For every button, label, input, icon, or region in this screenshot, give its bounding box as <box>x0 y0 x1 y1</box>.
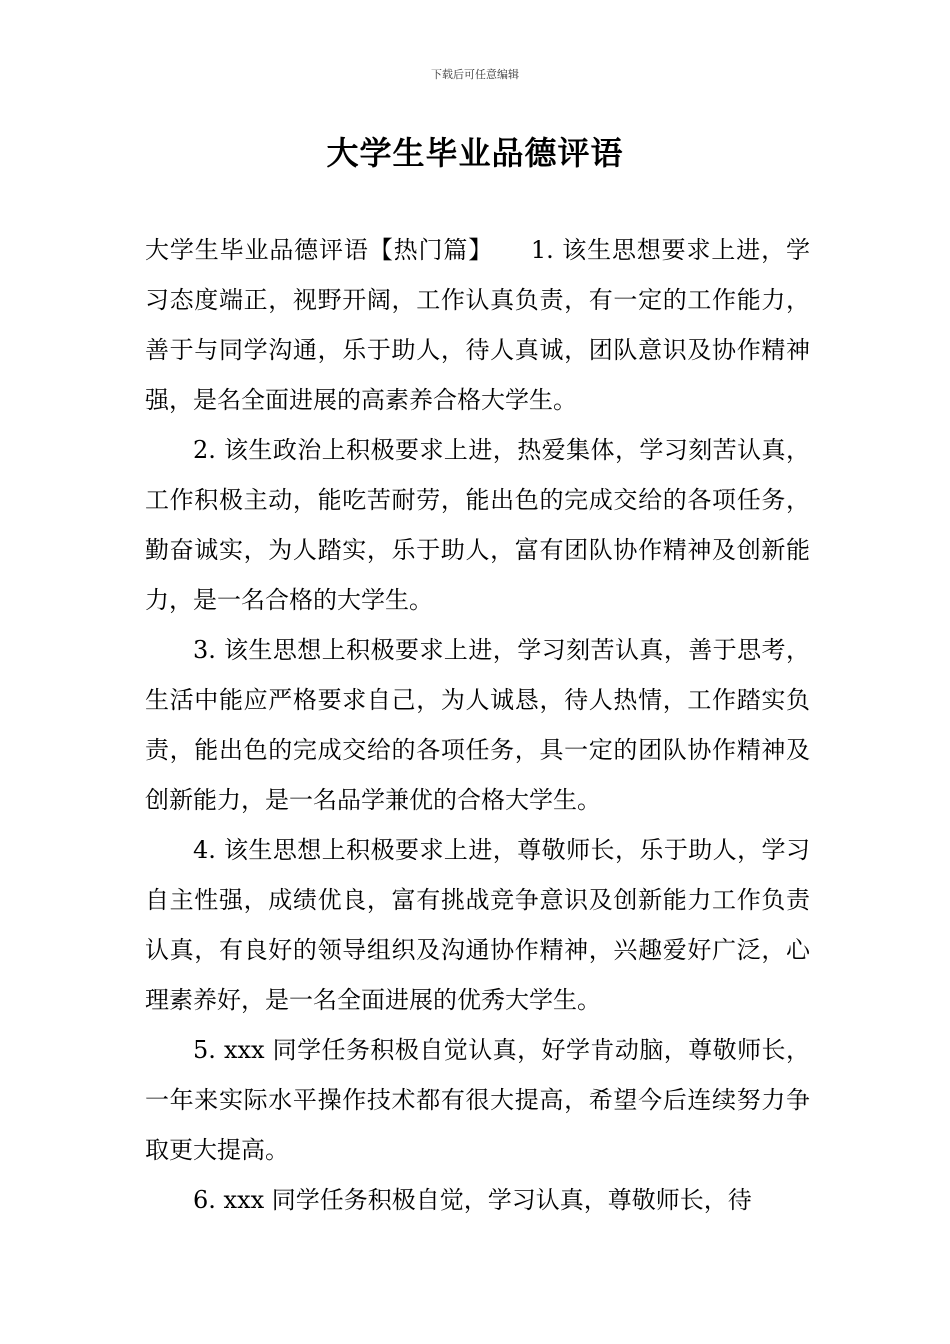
document-body <box>145 225 810 1225</box>
paragraph-3: 3. 该生思想上积极要求上进，学习刻苦认真，善于思考，生活中能应严格要求自己，为人诚恳，待人热情，工作踏实负责，能出色的完成交给的各项任务，具一定的团队协作精神及创新能力，是一名品学兼优的合格大学生。 <box>145 636 810 814</box>
header-note: 下载后可任意编辑 <box>431 68 519 81</box>
paragraph-intro: 大学生毕业品德评语【热门篇】 1. 该生思想要求上进，学习态度端正，视野开阔，工作认真负责，有一定的工作能力，善于与同学沟通，乐于助人，待人真诚，团队意识及协作精神强，是名全面进展的高素养合格大学生。 <box>145 236 810 414</box>
paragraph-5: 5. xxx 同学任务积极自觉认真，好学肯动脑，尊敬师长，一年来实际水平操作技术都有很大提高，希望今后连续努力争取更大提高。 <box>145 1036 810 1164</box>
paragraph-2: 2. 该生政治上积极要求上进，热爱集体，学习刻苦认真，工作积极主动，能吃苦耐劳，能出色的完成交给的各项任务，勤奋诚实，为人踏实，乐于助人，富有团队协作精神及创新能力，是一名合格的大学生。 <box>145 436 810 614</box>
document-title: 大学生毕业品德评语 <box>326 134 624 172</box>
paragraph-4: 4. 该生思想上积极要求上进，尊敬师长，乐于助人，学习自主性强，成绩优良，富有挑战竞争意识及创新能力工作负责认真，有良好的领导组织及沟通协作精神，兴趣爱好广泛，心理素养好，是一名全面进展的优秀大学生。 <box>145 836 810 1014</box>
paragraph-6: 6. xxx 同学任务积极自觉，学习认真，尊敬师长，待 <box>193 1186 752 1214</box>
